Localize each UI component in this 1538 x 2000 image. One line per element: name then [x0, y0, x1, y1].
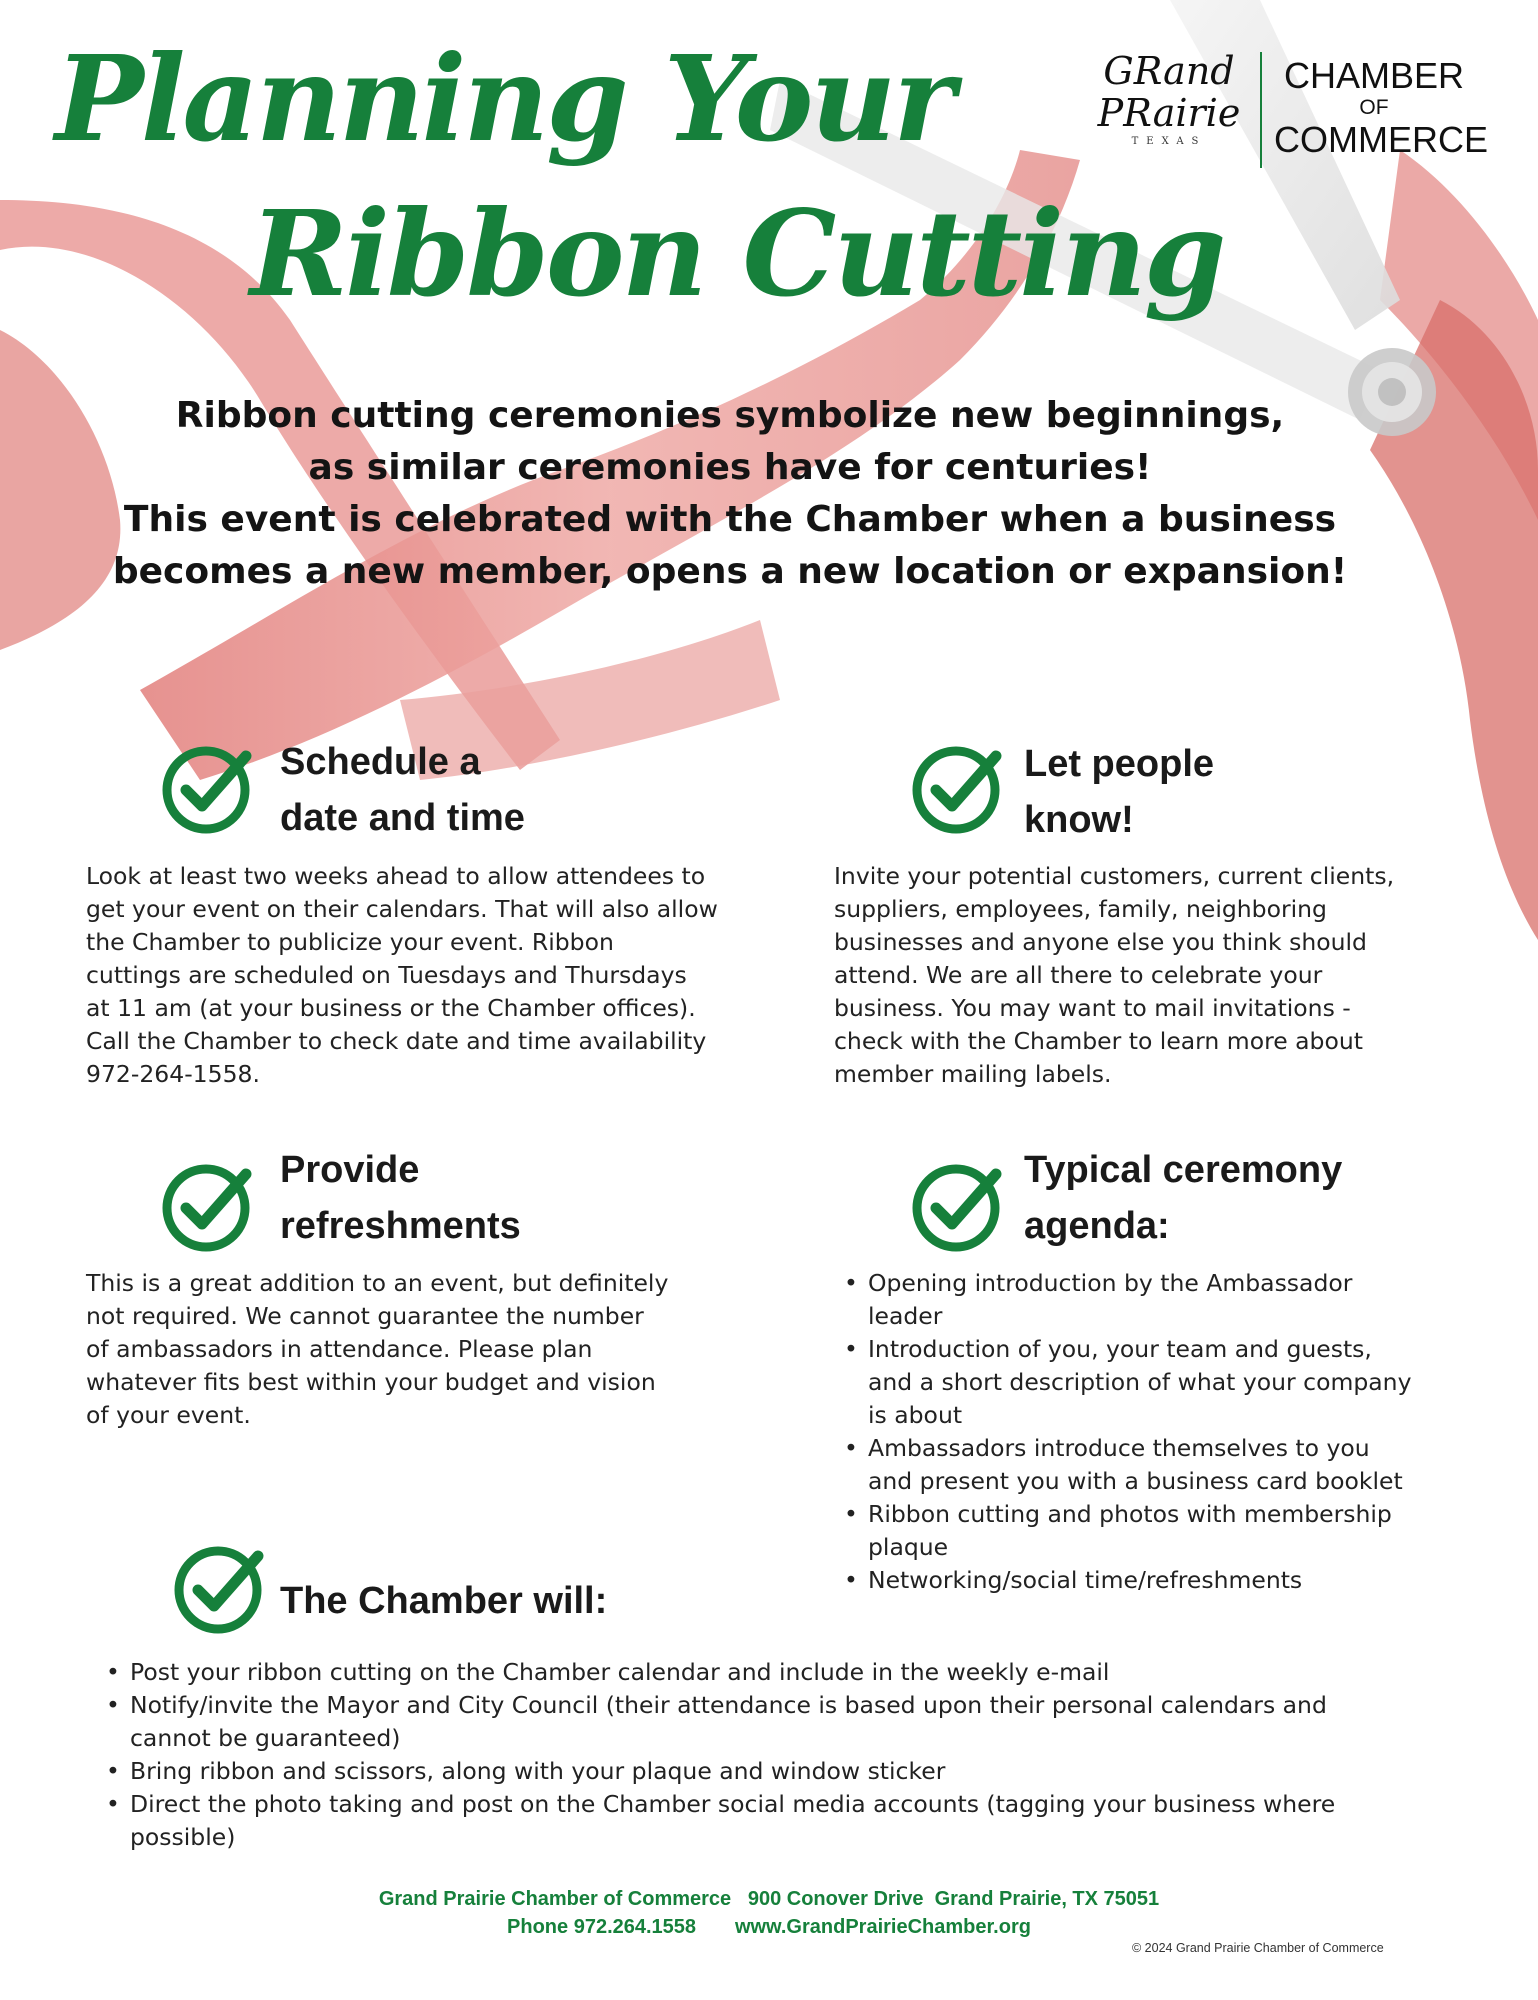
list-item: • Ambassadors introduce themselves to you and present you with a business card booklet: [868, 1432, 1494, 1498]
title-line-1: Planning Your: [55, 29, 953, 168]
checkmark-circle-icon: [162, 1160, 254, 1252]
chamber-list: [96, 1656, 1476, 1854]
footer-contact: [0, 1885, 1538, 1941]
title-line-2: Ribbon Cutting: [250, 184, 1224, 323]
list-item: • Notify/invite the Mayor and City Council (their attendance is based upon their personal calendars and cannot be guaranteed): [130, 1689, 1476, 1755]
list-item: • Networking/social time/refreshments: [868, 1564, 1494, 1597]
schedule-body: Look at least two weeks ahead to allow attendees to get your event on their calendars. That will also allow the Chamber to publicize your event. Ribbon cuttings are scheduled on Tuesdays and Thursdays at 11 am (at your business or the Chamber offices). Call the Chamber to check date and time availability 972-264-1558.: [86, 862, 718, 1088]
intro-line: becomes a new member, opens a new location or expansion!: [112, 551, 1348, 592]
schedule-heading: Schedule a date and time: [280, 741, 525, 839]
logo-chamber: CHAMBER: [1283, 55, 1465, 96]
intro-line: Ribbon cutting ceremonies symbolize new beginnings,: [175, 395, 1285, 436]
intro-line: as similar ceremonies have for centuries!: [308, 447, 1152, 488]
agenda-list: [834, 1267, 1494, 1597]
agenda-heading: Typical ceremony agenda:: [1024, 1149, 1343, 1247]
list-item: • Ribbon cutting and photos with membership plaque: [868, 1498, 1494, 1564]
chamber-of-commerce-wordmark: [1274, 55, 1488, 160]
intro-text: [110, 390, 1350, 598]
refreshments-body: This is a great addition to an event, but definitely not required. We cannot guarantee the number of ambassadors in attendance. Please plan whatever fits best within your budget and vision of your event.: [86, 1269, 669, 1429]
intro-line: This event is celebrated with the Chamber when a business: [123, 499, 1337, 540]
checkmark-circle-icon: [174, 1542, 266, 1634]
list-item: • Opening introduction by the Ambassador leader: [868, 1267, 1494, 1333]
logo-divider: [1260, 52, 1262, 168]
chamber-heading: The Chamber will:: [280, 1580, 608, 1622]
letpeople-body: Invite your potential customers, current clients, suppliers, employees, family, neighboring businesses and anyone else you think should attend. We are all there to celebrate your business. You may want to mail invitations - check with the Chamber to learn more about member mailing labels.: [834, 862, 1395, 1088]
logo-texas: TEXAS: [1131, 136, 1207, 147]
list-item: • Introduction of you, your team and guests, and a short description of what your company is about: [868, 1333, 1494, 1432]
list-item: • Post your ribbon cutting on the Chamber calendar and include in the weekly e-mail: [130, 1656, 1476, 1689]
letpeople-heading: Let people know!: [1024, 743, 1215, 841]
list-item: • Direct the photo taking and post on the Chamber social media accounts (tagging your business where possible): [130, 1788, 1476, 1854]
chamber-logo: [1094, 49, 1488, 170]
footer-address: Grand Prairie Chamber of Commerce 900 Conover Drive Grand Prairie, TX 75051: [378, 1888, 1160, 1910]
checkmark-circle-icon: [912, 742, 1004, 834]
logo-commerce: COMMERCE: [1274, 119, 1488, 160]
list-item: • Bring ribbon and scissors, along with your plaque and window sticker: [130, 1755, 1476, 1788]
footer-phone-web: Phone 972.264.1558 www.GrandPrairieChamber.org: [507, 1916, 1031, 1938]
logo-of: OF: [1359, 96, 1389, 119]
refreshments-heading: Provide refreshments: [280, 1149, 521, 1247]
logo-grand: GRand: [1103, 49, 1235, 93]
checkmark-circle-icon: [912, 1160, 1004, 1252]
checkmark-circle-icon: [162, 742, 254, 834]
logo-prairie: PRairie: [1097, 91, 1241, 135]
grand-prairie-wordmark: [1094, 50, 1244, 170]
copyright: © 2024 Grand Prairie Chamber of Commerce: [1132, 1941, 1384, 1955]
